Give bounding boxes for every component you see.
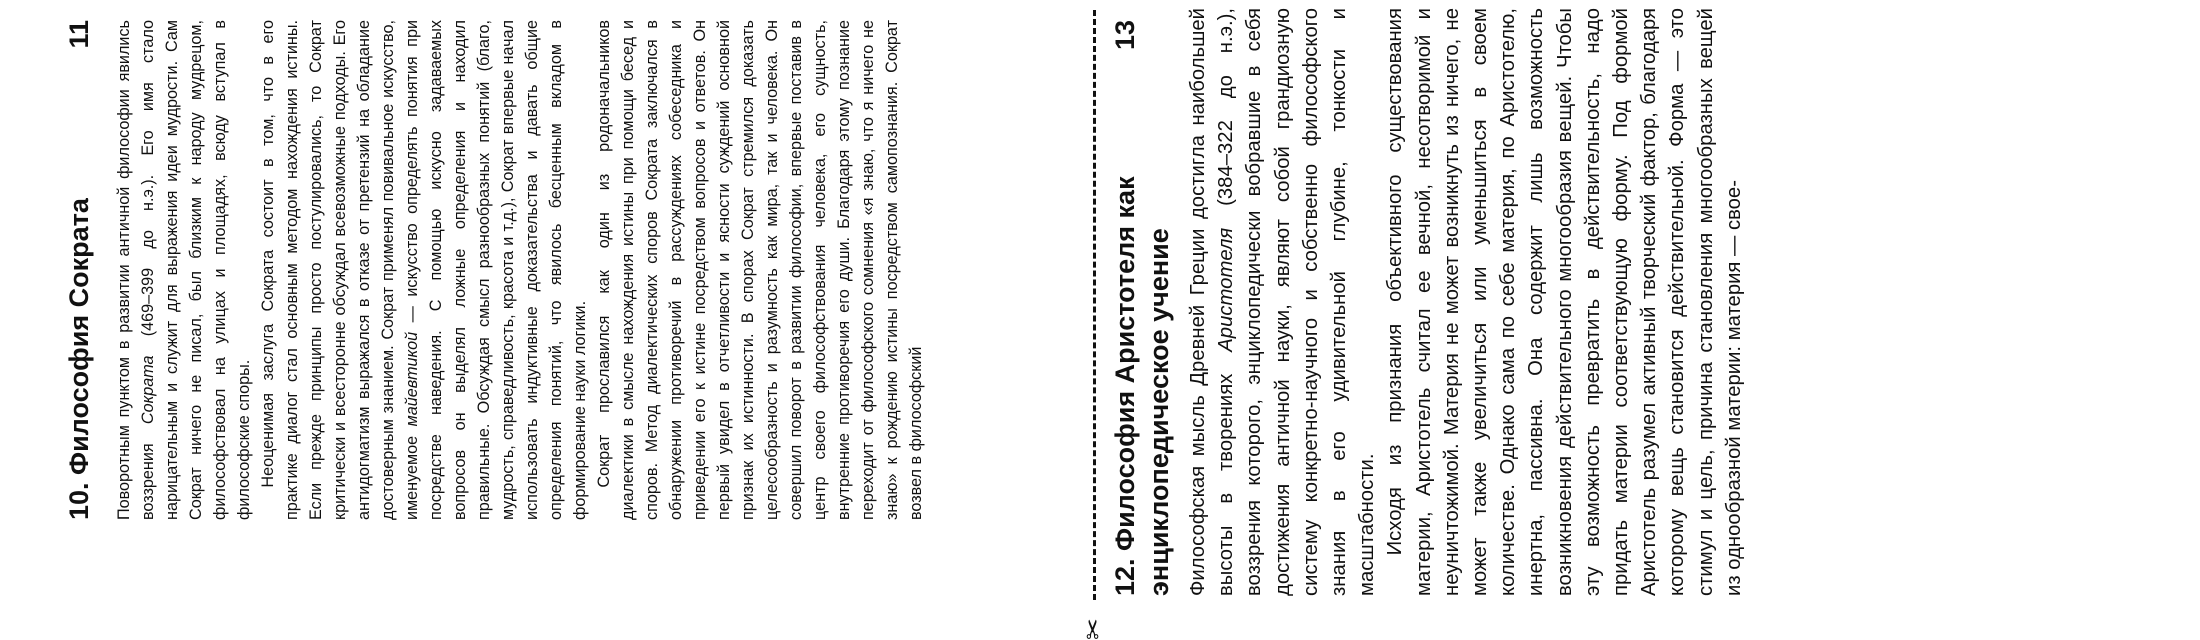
paragraph: Исходя из признания объективного существования материи, Аристотель считал ее вечной, несотворимой и неуничтожимой. Материя не может возникнуть из ничего, не может также увеличиться или уменьшиться в своем количестве. Однако сама по себе материя, по Аристотелю, инертна, пассивна. Она содержит лишь возможность возникновения действительного многообразия вещей. Чтобы эту возможность превратить в действительность, надо придать материи соответствующую форму. Под формой Аристотель разумел активный творческий фактор, благодаря которому вещь становится действительной. Форма — это стимул и цель, причина становления многообразных вещей из однообразной материи: материя — свое- [1384,8,1745,596]
section-title: 10. Философия Сократа [64,198,94,520]
section-body [1184,0,1748,640]
scissors-icon: ✂ [1078,618,1108,640]
section-body [112,0,928,640]
page-number: 13 [1110,20,1140,51]
dashed-divider [1093,10,1096,600]
cut-line [1078,0,1108,640]
section-header [62,0,112,640]
section-title: 12. Философия Аристотеля как энциклопедическое учение [1110,176,1174,596]
page-number: 11 [64,20,94,49]
section-socrates [62,0,1092,640]
section-aristotle [1108,0,2198,640]
paragraph: Сократ прославился как один из родоначальников диалектики в смысле нахождения истины при помощи бесед и споров. Метод диалектических споров Сократа заключался в обнаружении противоречий в рассуждениях собеседника и приведении его к истине посредством вопросов и ответов. Он первый увидел в отчетливости и ясности суждений основной признак их истинности. В спорах Сократ стремился доказать целесообразность и разумность как мира, так и человека. Он совершил поворот в развитии философии, впервые поставив в центр своего философствования человека, его сущность, внутренние противоречия его души. Благодаря этому познание переходит от философского сомнения «я знаю, что я ничего не знаю» к рождению истины посредством самопознания. Сократ возвел в философский [595,20,925,520]
section-header [1108,0,1184,640]
paragraph: Философская мысль Древней Греции достигла наибольшей высоты в творениях Аристотеля (384–322 до н.э.), воззрения которого, энциклопедически вобравшие в себя достижения античной науки, являют собой грандиозную систему конкретно-научного и собственно философского знания в его удивительной глубине, тонкости и масштабности. [1187,8,1379,596]
paragraph: Неоценимая заслуга Сократа состоит в том, что в его практике диалог стал основным методом нахождения истины. Если прежде принципы просто постулировались, то Сократ критически и всесторонне обсуждал всевозможные подходы. Его антидогматизм выражался в отказе от претензий на обладание достоверным знанием. Сократ применял повивальное искусство, именуемое майевтикой — искусство определять понятия при посредстве наведения. С помощью искусно задаваемых вопросов он выделял ложные определения и находил правильные. Обсуждая смысл разнообразных понятий (благо, мудрость, справедливость, красота и т.д.), Сократ впервые начал использовать индуктивные доказательства и давать общие определения понятий, что явилось бесценным вкладом в формирование науки логики. [259,20,589,520]
paragraph: Поворотным пунктом в развитии античной философии явились воззрения Сократа (469–399 до н.э.). Его имя стало нарицательным и служит для выражения идеи мудрости. Сам Сократ ничего не писал, был близким к народу мудрецом, философствовал на улицах и площадях, всюду вступал в философские споры. [115,20,253,520]
